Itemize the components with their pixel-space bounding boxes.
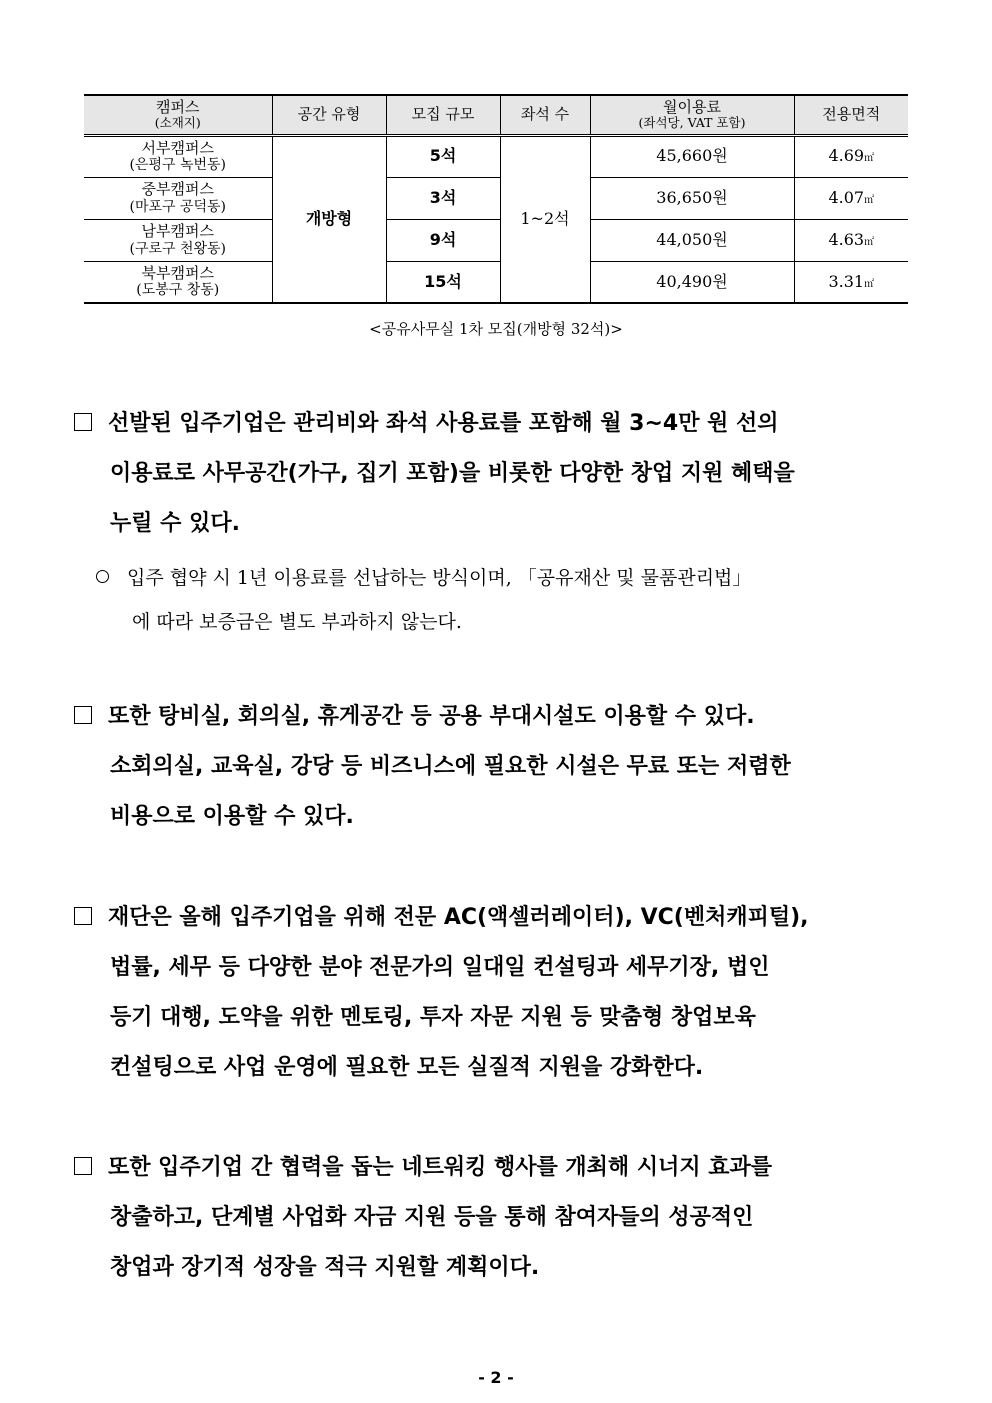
paragraph-line: 컨설팅으로 사업 운영에 필요한 모든 실질적 지원을 강화한다. bbox=[110, 1055, 704, 1080]
campus-cell: 중부캠퍼스 (마포구 공덕동) bbox=[84, 177, 272, 219]
paragraph-line: 누릴 수 있다. bbox=[110, 511, 240, 536]
paragraph-line: 법률, 세무 등 다양한 분야 전문가의 일대일 컨설팅과 세무기장, 법인 bbox=[110, 955, 770, 980]
fee-cell: 45,660원 bbox=[590, 135, 794, 177]
recruit-cell: 9석 bbox=[386, 219, 500, 261]
table-caption: <공유사무실 1차 모집(개방형 32석)> bbox=[369, 320, 623, 338]
checkbox-bullet-icon bbox=[74, 706, 92, 724]
paragraph-line: 창출하고, 단계별 사업화 자금 지원 등을 통해 참여자들의 성공적인 bbox=[110, 1205, 754, 1230]
paragraph-line: 이용료로 사무공간(가구, 집기 포함)을 비롯한 다양한 창업 지원 혜택을 bbox=[110, 461, 795, 486]
table-row bbox=[84, 219, 908, 261]
recruit-cell: 3석 bbox=[386, 177, 500, 219]
area-cell: 4.63㎡ bbox=[794, 219, 908, 261]
campus-cell: 북부캠퍼스 (도봉구 창동) bbox=[84, 261, 272, 303]
paragraph-4 bbox=[74, 1143, 922, 1293]
header-space-type: 공간 유형 bbox=[272, 95, 386, 135]
header-seats: 좌석 수 bbox=[500, 95, 590, 135]
checkbox-bullet-icon bbox=[74, 1157, 92, 1175]
area-cell: 4.07㎡ bbox=[794, 177, 908, 219]
paragraph-line: 창업과 장기적 성장을 적극 지원할 계획이다. bbox=[110, 1255, 540, 1280]
header-area: 전용면적 bbox=[794, 95, 908, 135]
recruitment-table bbox=[84, 94, 908, 304]
fee-cell: 36,650원 bbox=[590, 177, 794, 219]
seats-cell: 1~2석 bbox=[500, 135, 590, 303]
header-recruit: 모집 규모 bbox=[386, 95, 500, 135]
fee-cell: 44,050원 bbox=[590, 219, 794, 261]
area-cell: 3.31㎡ bbox=[794, 261, 908, 303]
paragraph-line: 소회의실, 교육실, 강당 등 비즈니스에 필요한 시설은 무료 또는 저렴한 bbox=[110, 754, 791, 779]
table-row bbox=[84, 135, 908, 177]
paragraph-line: 재단은 올해 입주기업을 위해 전문 AC(액셀러레이터), VC(벤처캐피털), bbox=[108, 905, 809, 930]
recruit-cell: 15석 bbox=[386, 261, 500, 303]
paragraph-line: 비용으로 이용할 수 있다. bbox=[110, 804, 354, 829]
recruit-cell: 5석 bbox=[386, 135, 500, 177]
paragraph-line: 선발된 입주기업은 관리비와 좌석 사용료를 포함해 월 3~4만 원 선의 bbox=[108, 411, 779, 436]
paragraph-2 bbox=[74, 692, 922, 842]
sub-paragraph-1 bbox=[96, 556, 926, 644]
page-number: - 2 - bbox=[478, 1368, 514, 1387]
header-fee: 월이용료 (좌석당, VAT 포함) bbox=[590, 95, 794, 135]
paragraph-line: 또한 탕비실, 회의실, 휴게공간 등 공용 부대시설도 이용할 수 있다. bbox=[108, 704, 755, 729]
table-row bbox=[84, 177, 908, 219]
space-type-cell: 개방형 bbox=[272, 135, 386, 303]
paragraph-1 bbox=[74, 399, 922, 549]
header-campus: 캠퍼스 (소재지) bbox=[84, 95, 272, 135]
sub-paragraph-line: 입주 협약 시 1년 이용료를 선납하는 방식이며, 「공유재산 및 물품관리법」 bbox=[127, 567, 752, 589]
checkbox-bullet-icon bbox=[74, 413, 92, 431]
fee-cell: 40,490원 bbox=[590, 261, 794, 303]
recruitment-table-container bbox=[84, 94, 908, 304]
campus-cell: 서부캠퍼스 (은평구 녹번동) bbox=[84, 135, 272, 177]
circle-bullet-icon bbox=[96, 570, 109, 583]
table-header-row bbox=[84, 95, 908, 135]
area-cell: 4.69㎡ bbox=[794, 135, 908, 177]
paragraph-3 bbox=[74, 893, 922, 1093]
table-row bbox=[84, 261, 908, 303]
checkbox-bullet-icon bbox=[74, 907, 92, 925]
sub-paragraph-line: 에 따라 보증금은 별도 부과하지 않는다. bbox=[132, 611, 462, 633]
paragraph-line: 또한 입주기업 간 협력을 돕는 네트워킹 행사를 개최해 시너지 효과를 bbox=[108, 1155, 772, 1180]
paragraph-line: 등기 대행, 도약을 위한 멘토링, 투자 자문 지원 등 맞춤형 창업보육 bbox=[110, 1005, 756, 1030]
campus-cell: 남부캠퍼스 (구로구 천왕동) bbox=[84, 219, 272, 261]
